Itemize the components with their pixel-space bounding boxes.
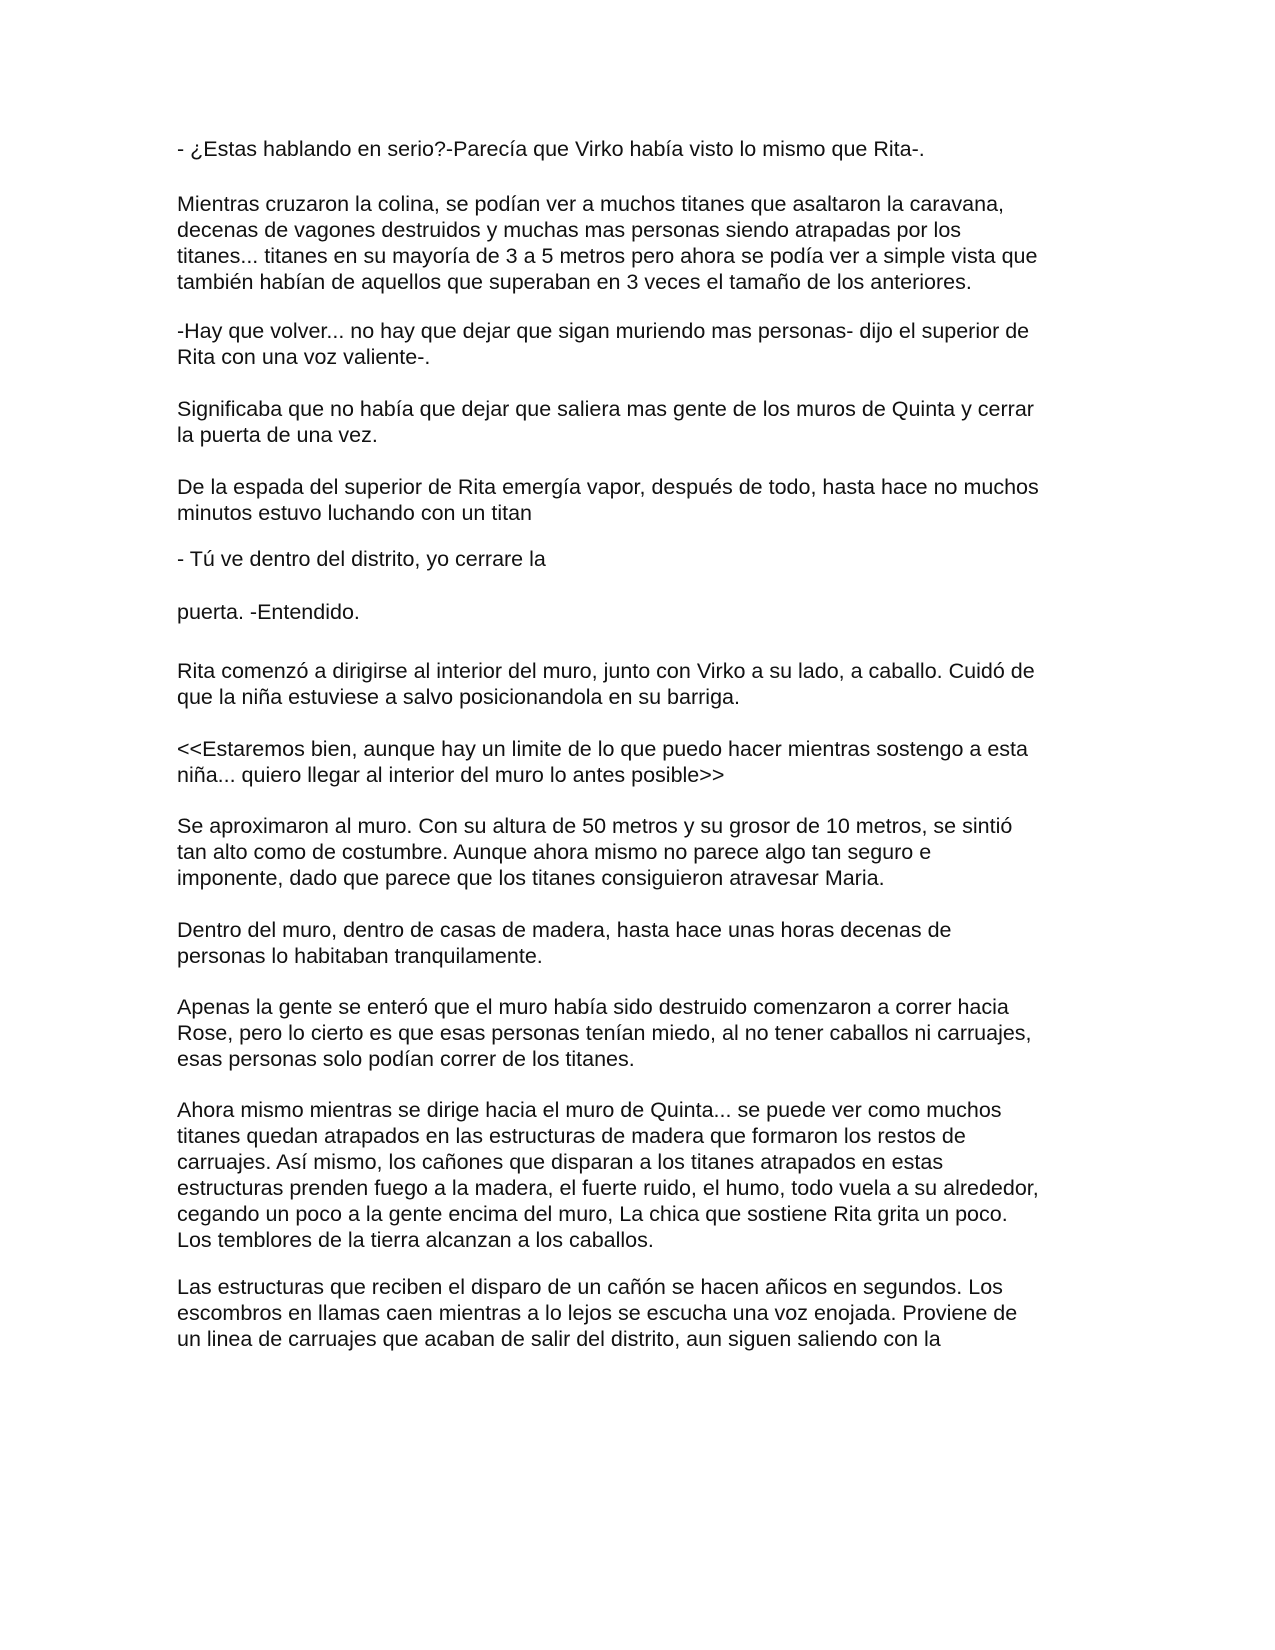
text-line: Las estructuras que reciben el disparo de un cañón se hacen añicos en segundos. Los [177, 1275, 1003, 1299]
text-line: Se aproximaron al muro. Con su altura de 50 metros y su grosor de 10 metros, se sintió [177, 814, 1013, 838]
paragraph [177, 658, 1107, 710]
text-line: escombros en llamas caen mientras a lo lejos se escucha una voz enojada. Proviene de [177, 1301, 1018, 1325]
text-line: Rita con una voz valiente-. [177, 345, 431, 369]
text-line: Ahora mismo mientras se dirige hacia el muro de Quinta... se puede ver como muchos [177, 1098, 1002, 1122]
paragraph [177, 994, 1107, 1072]
paragraph [177, 396, 1107, 448]
text-line: Rose, pero lo cierto es que esas personas tenían miedo, al no tener caballos ni carruajes, [177, 1021, 1032, 1045]
text-line: la puerta de una vez. [177, 423, 378, 447]
text-line: - ¿Estas hablando en serio?-Parecía que Virko había visto lo mismo que Rita-. [177, 137, 925, 161]
text-line: carruajes. Así mismo, los cañones que disparan a los titanes atrapados en estas [177, 1150, 944, 1174]
text-line: - Tú ve dentro del distrito, yo cerrare la [177, 547, 546, 571]
text-line: tan alto como de costumbre. Aunque ahora mismo no parece algo tan seguro e [177, 840, 932, 864]
text-line: niña... quiero llegar al interior del muro lo antes posible>> [177, 763, 725, 787]
text-line: imponente, dado que parece que los titanes consiguieron atravesar Maria. [177, 866, 885, 890]
paragraph [177, 191, 1107, 295]
text-line: cegando un poco a la gente encima del muro, La chica que sostiene Rita grita un poco. [177, 1202, 1008, 1226]
paragraph [177, 136, 1107, 162]
text-line: Mientras cruzaron la colina, se podían ver a muchos titanes que asaltaron la caravana, [177, 192, 1005, 216]
paragraph [177, 736, 1107, 788]
paragraph [177, 813, 1107, 891]
text-line: Apenas la gente se enteró que el muro había sido destruido comenzaron a correr hacia [177, 995, 1009, 1019]
text-line: De la espada del superior de Rita emergía vapor, después de todo, hasta hace no muchos [177, 475, 1039, 499]
text-line: -Hay que volver... no hay que dejar que sigan muriendo mas personas- dijo el superior de [177, 319, 1030, 343]
text-line: Los temblores de la tierra alcanzan a los caballos. [177, 1228, 654, 1252]
text-line: que la niña estuviese a salvo posicionandola en su barriga. [177, 685, 740, 709]
paragraph [177, 1274, 1107, 1352]
paragraph [177, 546, 1107, 572]
text-line: personas lo habitaban tranquilamente. [177, 944, 543, 968]
text-line: un linea de carruajes que acaban de salir del distrito, aun siguen saliendo con la [177, 1327, 941, 1351]
text-line: minutos estuvo luchando con un titan [177, 501, 532, 525]
text-line: estructuras prenden fuego a la madera, el fuerte ruido, el humo, todo vuela a su alrededor, [177, 1176, 1039, 1200]
text-line: decenas de vagones destruidos y muchas mas personas siendo atrapadas por los [177, 218, 962, 242]
text-line: Significaba que no había que dejar que saliera mas gente de los muros de Quinta y cerrar [177, 397, 1034, 421]
text-line: Dentro del muro, dentro de casas de madera, hasta hace unas horas decenas de [177, 918, 952, 942]
text-line: titanes... titanes en su mayoría de 3 a 5 metros pero ahora se podía ver a simple vista que [177, 244, 1038, 268]
text-line: puerta. -Entendido. [177, 600, 360, 624]
paragraph [177, 599, 1107, 625]
paragraph [177, 318, 1107, 370]
text-line: <<Estaremos bien, aunque hay un limite de lo que puedo hacer mientras sostengo a esta [177, 737, 1028, 761]
text-line: titanes quedan atrapados en las estructuras de madera que formaron los restos de [177, 1124, 966, 1148]
paragraph [177, 917, 1107, 969]
text-line: Rita comenzó a dirigirse al interior del muro, junto con Virko a su lado, a caballo. Cuidó de [177, 659, 1035, 683]
text-line: esas personas solo podían correr de los titanes. [177, 1047, 635, 1071]
paragraph [177, 474, 1107, 526]
paragraph [177, 1097, 1107, 1253]
text-line: también habían de aquellos que superaban en 3 veces el tamaño de los anteriores. [177, 270, 972, 294]
